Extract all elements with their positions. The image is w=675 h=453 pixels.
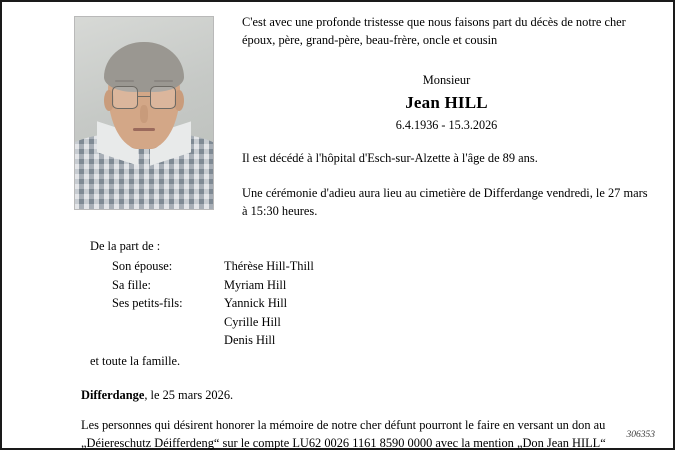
place-name: Differdange: [81, 387, 145, 402]
life-dates: 6.4.1936 - 15.3.2026: [395, 118, 498, 133]
photo-mouth: [133, 128, 155, 131]
death-statement: Il est décédé à l'hôpital d'Esch-sur-Alzette à l'âge de 89 ans.: [242, 151, 538, 166]
relative-name: Yannick Hill: [224, 296, 288, 311]
portrait-photo: [74, 16, 214, 210]
reference-number: 306353: [626, 430, 655, 440]
table-row: [112, 258, 314, 277]
table-row: [112, 332, 314, 351]
table-row: [112, 314, 314, 333]
notice-header: [18, 12, 657, 221]
intro-text: C'est avec une profonde tristesse que nous faisons part du décès de notre cher époux, père, grand-père, beau-frère, oncle et cousin: [242, 15, 626, 47]
from-label: De la part de :: [90, 239, 161, 254]
relatives-section: [18, 238, 657, 370]
place-date-line: [18, 388, 657, 403]
relative-label: [112, 332, 224, 351]
donation-text: Les personnes qui désirent honorer la mémoire de notre cher défunt pourront le faire en versant un don au „Déiereschutz Déifferdeng“ sur le compte LU62 0026 1161 8590 0000 avec la mention „Don Jean HILL“: [81, 417, 606, 450]
photo-glasses-bridge: [138, 96, 149, 98]
relatives-table: [112, 258, 314, 351]
photo-glasses-left-lens: [112, 86, 137, 109]
photo-ear-right: [174, 90, 184, 111]
relative-name: Cyrille Hill: [224, 314, 281, 329]
relative-name: Denis Hill: [224, 333, 276, 348]
honorific: Monsieur: [422, 72, 471, 87]
photo-glasses-right-lens: [150, 86, 175, 109]
photo-nose: [140, 105, 148, 122]
relative-label: Ses petits-fils:: [112, 296, 183, 311]
table-row: [112, 277, 314, 296]
table-row: [112, 295, 314, 314]
relative-label: [112, 314, 224, 333]
relative-label: Son épouse:: [112, 258, 173, 273]
family-line: et toute la famille.: [90, 353, 181, 368]
deceased-name: Jean HILL: [405, 93, 488, 113]
relative-name: Thérèse Hill-Thill: [224, 258, 314, 273]
deceased-block: [242, 72, 651, 133]
ceremony-statement: Une cérémonie d'adieu aura lieu au cimetière de Differdange vendredi, le 27 mars à 15:30 heures.: [242, 186, 648, 219]
header-text-block: [212, 12, 657, 221]
place-date: , le 25 mars 2026.: [144, 387, 234, 402]
relative-label: Sa fille:: [112, 277, 151, 292]
portrait-container: [18, 12, 212, 210]
relative-name: Myriam Hill: [224, 277, 287, 292]
